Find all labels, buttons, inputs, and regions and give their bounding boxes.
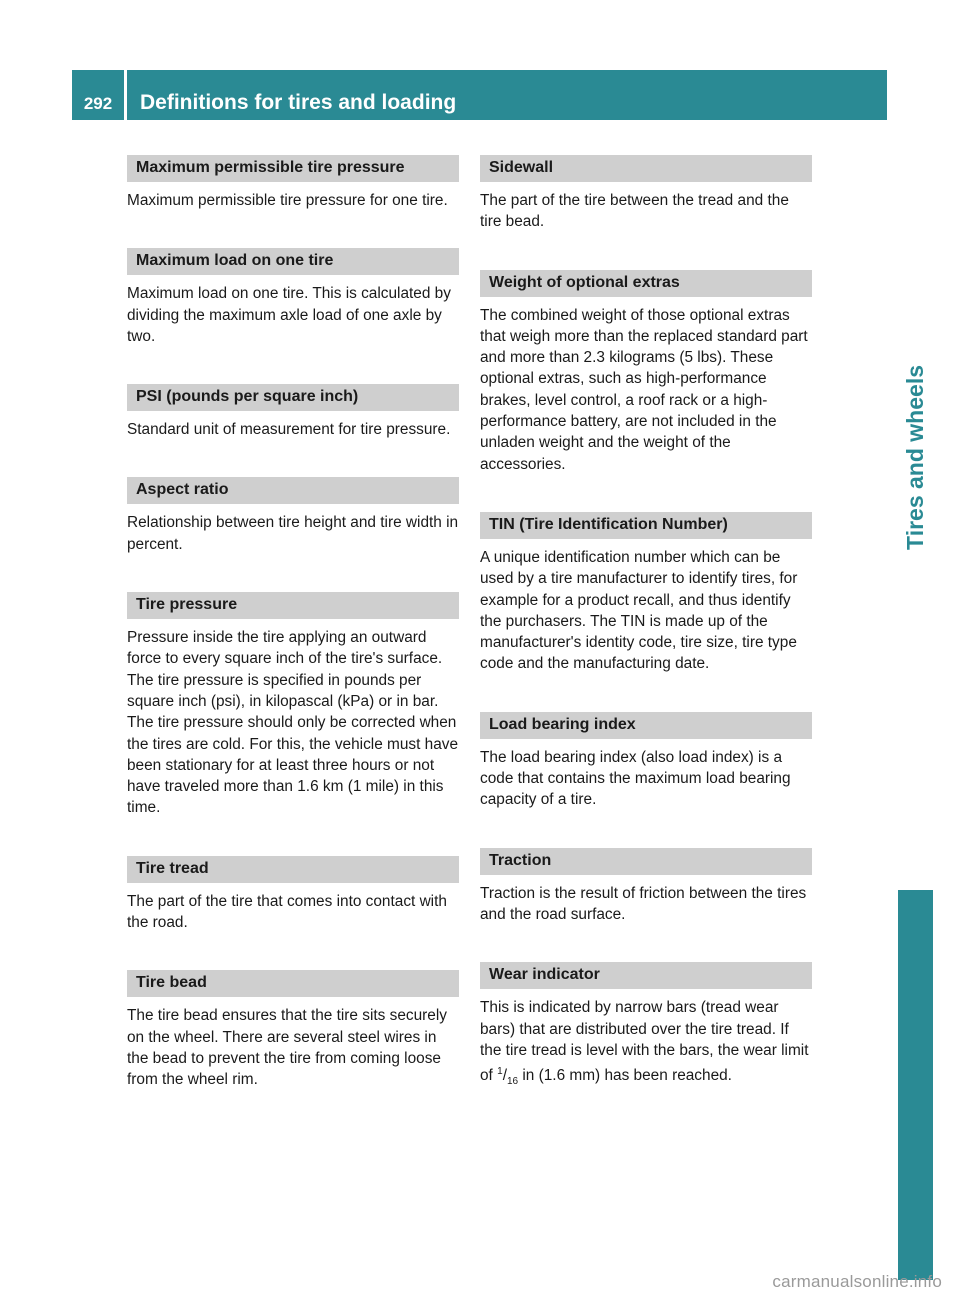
page-header	[72, 70, 887, 120]
section-body: A unique identification number which can be used by a tire manufacturer to identify tires, for example for a product recall, and thus identify the purchasers. The TIN is made up of the manufacturer's identity code, tire size, tire type code and the manufacturing date.	[480, 548, 798, 673]
section-body: Pressure inside the tire applying an outward force to every square inch of the tire's surface. The tire pressure is specified in pounds per square inch (psi), in kilopascal (kPa) or in bar. The tire pressure should only be corrected when the tires are cold. For this, the vehicle must have been stationary for at least three hours or not have traveled more than 1.6 km (1 mile) in this time.	[127, 629, 459, 817]
section-body	[480, 997, 812, 1092]
section-body: Relationship between tire height and tire width in percent.	[127, 514, 459, 553]
section-heading: Aspect ratio	[127, 477, 459, 504]
section-heading: PSI (pounds per square inch)	[127, 384, 459, 411]
body-text: This is indicated by narrow bars (tread wear bars) that are distributed over the tire tread. If the tire tread is level with the bars, the wear limit of	[480, 999, 809, 1085]
section-max-load	[127, 248, 459, 347]
body-text: in (1.6 mm) has been reached.	[518, 1067, 732, 1085]
section-max-permissible-pressure	[127, 155, 459, 211]
section-optional-extras	[480, 270, 812, 475]
chapter-label: Tires and wheels	[902, 365, 928, 550]
section-heading: Weight of optional extras	[480, 270, 812, 297]
section-psi	[127, 384, 459, 440]
chapter-side-tab	[898, 360, 933, 1280]
section-body: The part of the tire that comes into contact with the road.	[127, 892, 447, 932]
section-tire-pressure	[127, 592, 459, 819]
left-column	[127, 155, 459, 1128]
section-body: The load bearing index (also load index) is a code that contains the maximum load bearing capacity of a tire.	[480, 748, 791, 809]
page-title: Definitions for tires and loading	[127, 70, 887, 120]
right-column	[480, 155, 812, 1130]
section-heading: Sidewall	[480, 155, 812, 182]
section-heading: Maximum load on one tire	[127, 248, 459, 275]
section-body: Traction is the result of friction between the tires and the road surface.	[480, 884, 807, 923]
watermark: carmanualsonline.info	[772, 1272, 942, 1291]
section-aspect-ratio	[127, 477, 459, 555]
section-body: The tire bead ensures that the tire sits securely on the wheel. There are several steel wires in the bead to prevent the tire from coming loose from the wheel rim.	[127, 1007, 447, 1089]
section-sidewall	[480, 155, 812, 233]
page-number: 292	[72, 70, 124, 120]
section-body: The combined weight of those optional extras that weigh more than the replaced standard part and more than 2.3 kilograms (5 lbs). These optional extras, such as high-performance brakes, level control, a roof rack or a high-performance battery, are not included in the unladen weight and the weight of the accessories.	[480, 306, 808, 473]
fraction-numerator: 1	[497, 1066, 503, 1078]
section-wear-indicator	[480, 962, 812, 1092]
section-heading: Tire pressure	[127, 592, 459, 619]
section-traction	[480, 848, 812, 926]
section-heading: Tire bead	[127, 970, 459, 997]
chapter-tab-block	[898, 890, 933, 1280]
section-heading: Tire tread	[127, 856, 459, 883]
fraction-denominator: 16	[506, 1076, 519, 1088]
section-tin	[480, 512, 812, 675]
section-body: The part of the tire between the tread and the tire bead.	[480, 192, 789, 231]
section-heading: TIN (Tire Identification Number)	[480, 512, 812, 539]
section-heading: Wear indicator	[480, 962, 812, 989]
section-heading: Maximum permissible tire pressure	[127, 155, 459, 182]
section-tire-tread	[127, 856, 459, 934]
fraction-slash: /	[502, 1067, 507, 1085]
chapter-label-area	[898, 360, 933, 885]
section-body: Maximum permissible tire pressure for one tire.	[127, 192, 448, 209]
section-heading: Load bearing index	[480, 712, 812, 739]
section-load-index	[480, 712, 812, 811]
section-heading: Traction	[480, 848, 812, 875]
section-body: Standard unit of measurement for tire pressure.	[127, 421, 451, 439]
section-body: Maximum load on one tire. This is calculated by dividing the maximum axle load of one axle by two.	[127, 285, 451, 345]
section-tire-bead	[127, 970, 459, 1090]
